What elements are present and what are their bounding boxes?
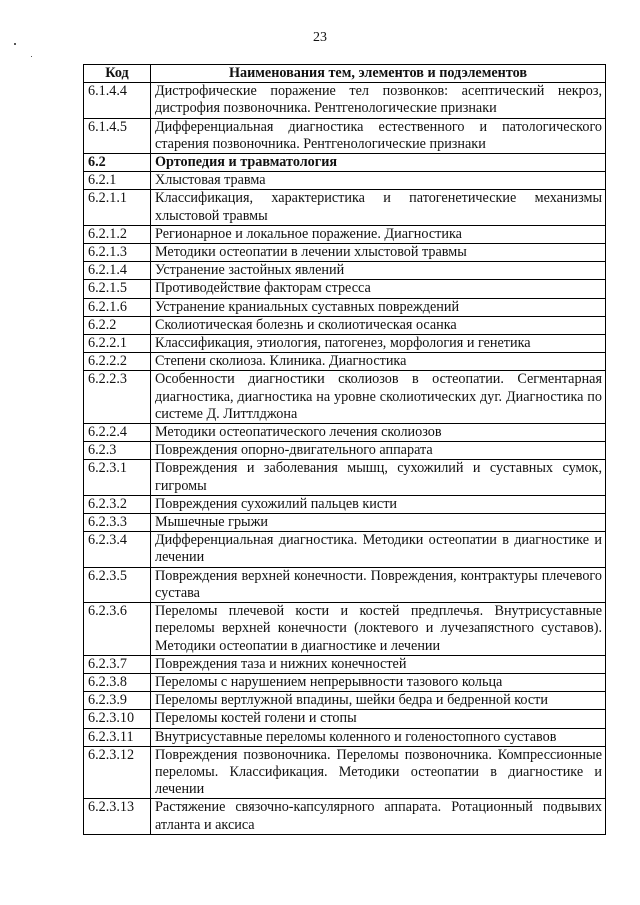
row-title: Переломы костей голени и стопы xyxy=(151,710,606,728)
table-row xyxy=(84,799,606,834)
table-row xyxy=(84,244,606,262)
row-code: 6.2.1.2 xyxy=(84,225,151,243)
row-code: 6.2.3.4 xyxy=(84,532,151,567)
table-row xyxy=(84,83,606,118)
row-code: 6.1.4.4 xyxy=(84,83,151,118)
table-row xyxy=(84,495,606,513)
row-code: 6.2.1.3 xyxy=(84,244,151,262)
table-row xyxy=(84,567,606,602)
row-code: 6.2.2.3 xyxy=(84,371,151,424)
row-title: Повреждения верхней конечности. Повреждения, контрактуры плечевого сустава xyxy=(151,567,606,602)
row-title: Дистрофические поражение тел позвонков: асептический некроз, дистрофия позвоночника. Рентгенологические признаки xyxy=(151,83,606,118)
row-title: Внутрисуставные переломы коленного и голеностопного суставов xyxy=(151,728,606,746)
row-title: Особенности диагностики сколиозов в остеопатии. Сегментарная диагностика, диагностика на уровне сколиотических дуг. Диагностика по системе Д. Литтлджона xyxy=(151,371,606,424)
row-code: 6.2.3.9 xyxy=(84,692,151,710)
table-row xyxy=(84,298,606,316)
row-title: Повреждения позвоночника. Переломы позвоночника. Компрессионные переломы. Классификация. Методики остеопатии в диагностике и лечении xyxy=(151,746,606,799)
row-code: 6.2.1 xyxy=(84,172,151,190)
row-code: 6.2.2.4 xyxy=(84,424,151,442)
table-row xyxy=(84,710,606,728)
row-code: 6.2.1.5 xyxy=(84,280,151,298)
row-title: Повреждения опорно-двигательного аппарата xyxy=(151,442,606,460)
row-code: 6.2.3.2 xyxy=(84,495,151,513)
row-title: Переломы вертлужной впадины, шейки бедра и бедренной кости xyxy=(151,692,606,710)
table-body xyxy=(84,83,606,835)
row-title: Дифференциальная диагностика. Методики остеопатии в диагностике и лечении xyxy=(151,532,606,567)
table-row xyxy=(84,262,606,280)
row-title: Мышечные грыжи xyxy=(151,514,606,532)
row-code: 6.2.3.13 xyxy=(84,799,151,834)
row-title: Повреждения и заболевания мышц, сухожилий и суставных сумок, гигромы xyxy=(151,460,606,495)
table-row xyxy=(84,172,606,190)
row-code: 6.2.3.8 xyxy=(84,673,151,691)
row-code: 6.2.3.3 xyxy=(84,514,151,532)
row-code: 6.2.3.7 xyxy=(84,655,151,673)
row-code: 6.2.2 xyxy=(84,316,151,334)
table-row xyxy=(84,335,606,353)
row-title: Классификация, этиология, патогенез, морфология и генетика xyxy=(151,335,606,353)
row-title: Устранение застойных явлений xyxy=(151,262,606,280)
row-title: Растяжение связочно-капсулярного аппарата. Ротационный подвывих атланта и аксиса xyxy=(151,799,606,834)
table-row xyxy=(84,442,606,460)
table-row xyxy=(84,424,606,442)
row-code: 6.2 xyxy=(84,154,151,172)
table-row xyxy=(84,353,606,371)
table-row xyxy=(84,316,606,334)
table-row xyxy=(84,514,606,532)
table-row xyxy=(84,603,606,656)
row-title: Переломы с нарушением непрерывности тазового кольца xyxy=(151,673,606,691)
row-code: 6.2.2.2 xyxy=(84,353,151,371)
curriculum-table xyxy=(83,64,606,835)
row-code: 6.2.3.12 xyxy=(84,746,151,799)
row-code: 6.2.1.4 xyxy=(84,262,151,280)
table-row xyxy=(84,118,606,153)
row-title: Регионарное и локальное поражение. Диагностика xyxy=(151,225,606,243)
row-title: Хлыстовая травма xyxy=(151,172,606,190)
table-row xyxy=(84,225,606,243)
scan-speck xyxy=(14,43,16,45)
header-name: Наименования тем, элементов и подэлементов xyxy=(151,65,606,83)
row-title: Методики остеопатического лечения сколиозов xyxy=(151,424,606,442)
row-code: 6.2.1.1 xyxy=(84,190,151,225)
row-title: Противодействие факторам стресса xyxy=(151,280,606,298)
row-code: 6.2.3.6 xyxy=(84,603,151,656)
table-row xyxy=(84,532,606,567)
row-code: 6.2.3.10 xyxy=(84,710,151,728)
table-row xyxy=(84,190,606,225)
row-code: 6.2.1.6 xyxy=(84,298,151,316)
scan-speck xyxy=(31,56,32,57)
row-title: Сколиотическая болезнь и сколиотическая осанка xyxy=(151,316,606,334)
row-code: 6.2.3 xyxy=(84,442,151,460)
table-row xyxy=(84,728,606,746)
row-title: Переломы плечевой кости и костей предплечья. Внутрисуставные переломы верхней конечности (локтевого и лучезапястного суставов). Методики остеопатии в диагностике и лечении xyxy=(151,603,606,656)
table-row xyxy=(84,746,606,799)
row-title: Дифференциальная диагностика естественного и патологического старения позвоночника. Рентгенологические признаки xyxy=(151,118,606,153)
table-row xyxy=(84,371,606,424)
table-row xyxy=(84,280,606,298)
row-title: Повреждения таза и нижних конечностей xyxy=(151,655,606,673)
section-row xyxy=(84,154,606,172)
table-row xyxy=(84,692,606,710)
table-row xyxy=(84,655,606,673)
table-row xyxy=(84,460,606,495)
row-code: 6.2.3.11 xyxy=(84,728,151,746)
row-title: Устранение краниальных суставных повреждений xyxy=(151,298,606,316)
row-title: Методики остеопатии в лечении хлыстовой травмы xyxy=(151,244,606,262)
row-title: Степени сколиоза. Клиника. Диагностика xyxy=(151,353,606,371)
row-title: Повреждения сухожилий пальцев кисти xyxy=(151,495,606,513)
row-title: Классификация, характеристика и патогенетические механизмы хлыстовой травмы xyxy=(151,190,606,225)
row-title: Ортопедия и травматология xyxy=(151,154,606,172)
row-code: 6.2.3.5 xyxy=(84,567,151,602)
row-code: 6.2.3.1 xyxy=(84,460,151,495)
row-code: 6.2.2.1 xyxy=(84,335,151,353)
table-header-row xyxy=(84,65,606,83)
table-row xyxy=(84,673,606,691)
page-number: 23 xyxy=(313,30,327,45)
row-code: 6.1.4.5 xyxy=(84,118,151,153)
header-code: Код xyxy=(84,65,151,83)
